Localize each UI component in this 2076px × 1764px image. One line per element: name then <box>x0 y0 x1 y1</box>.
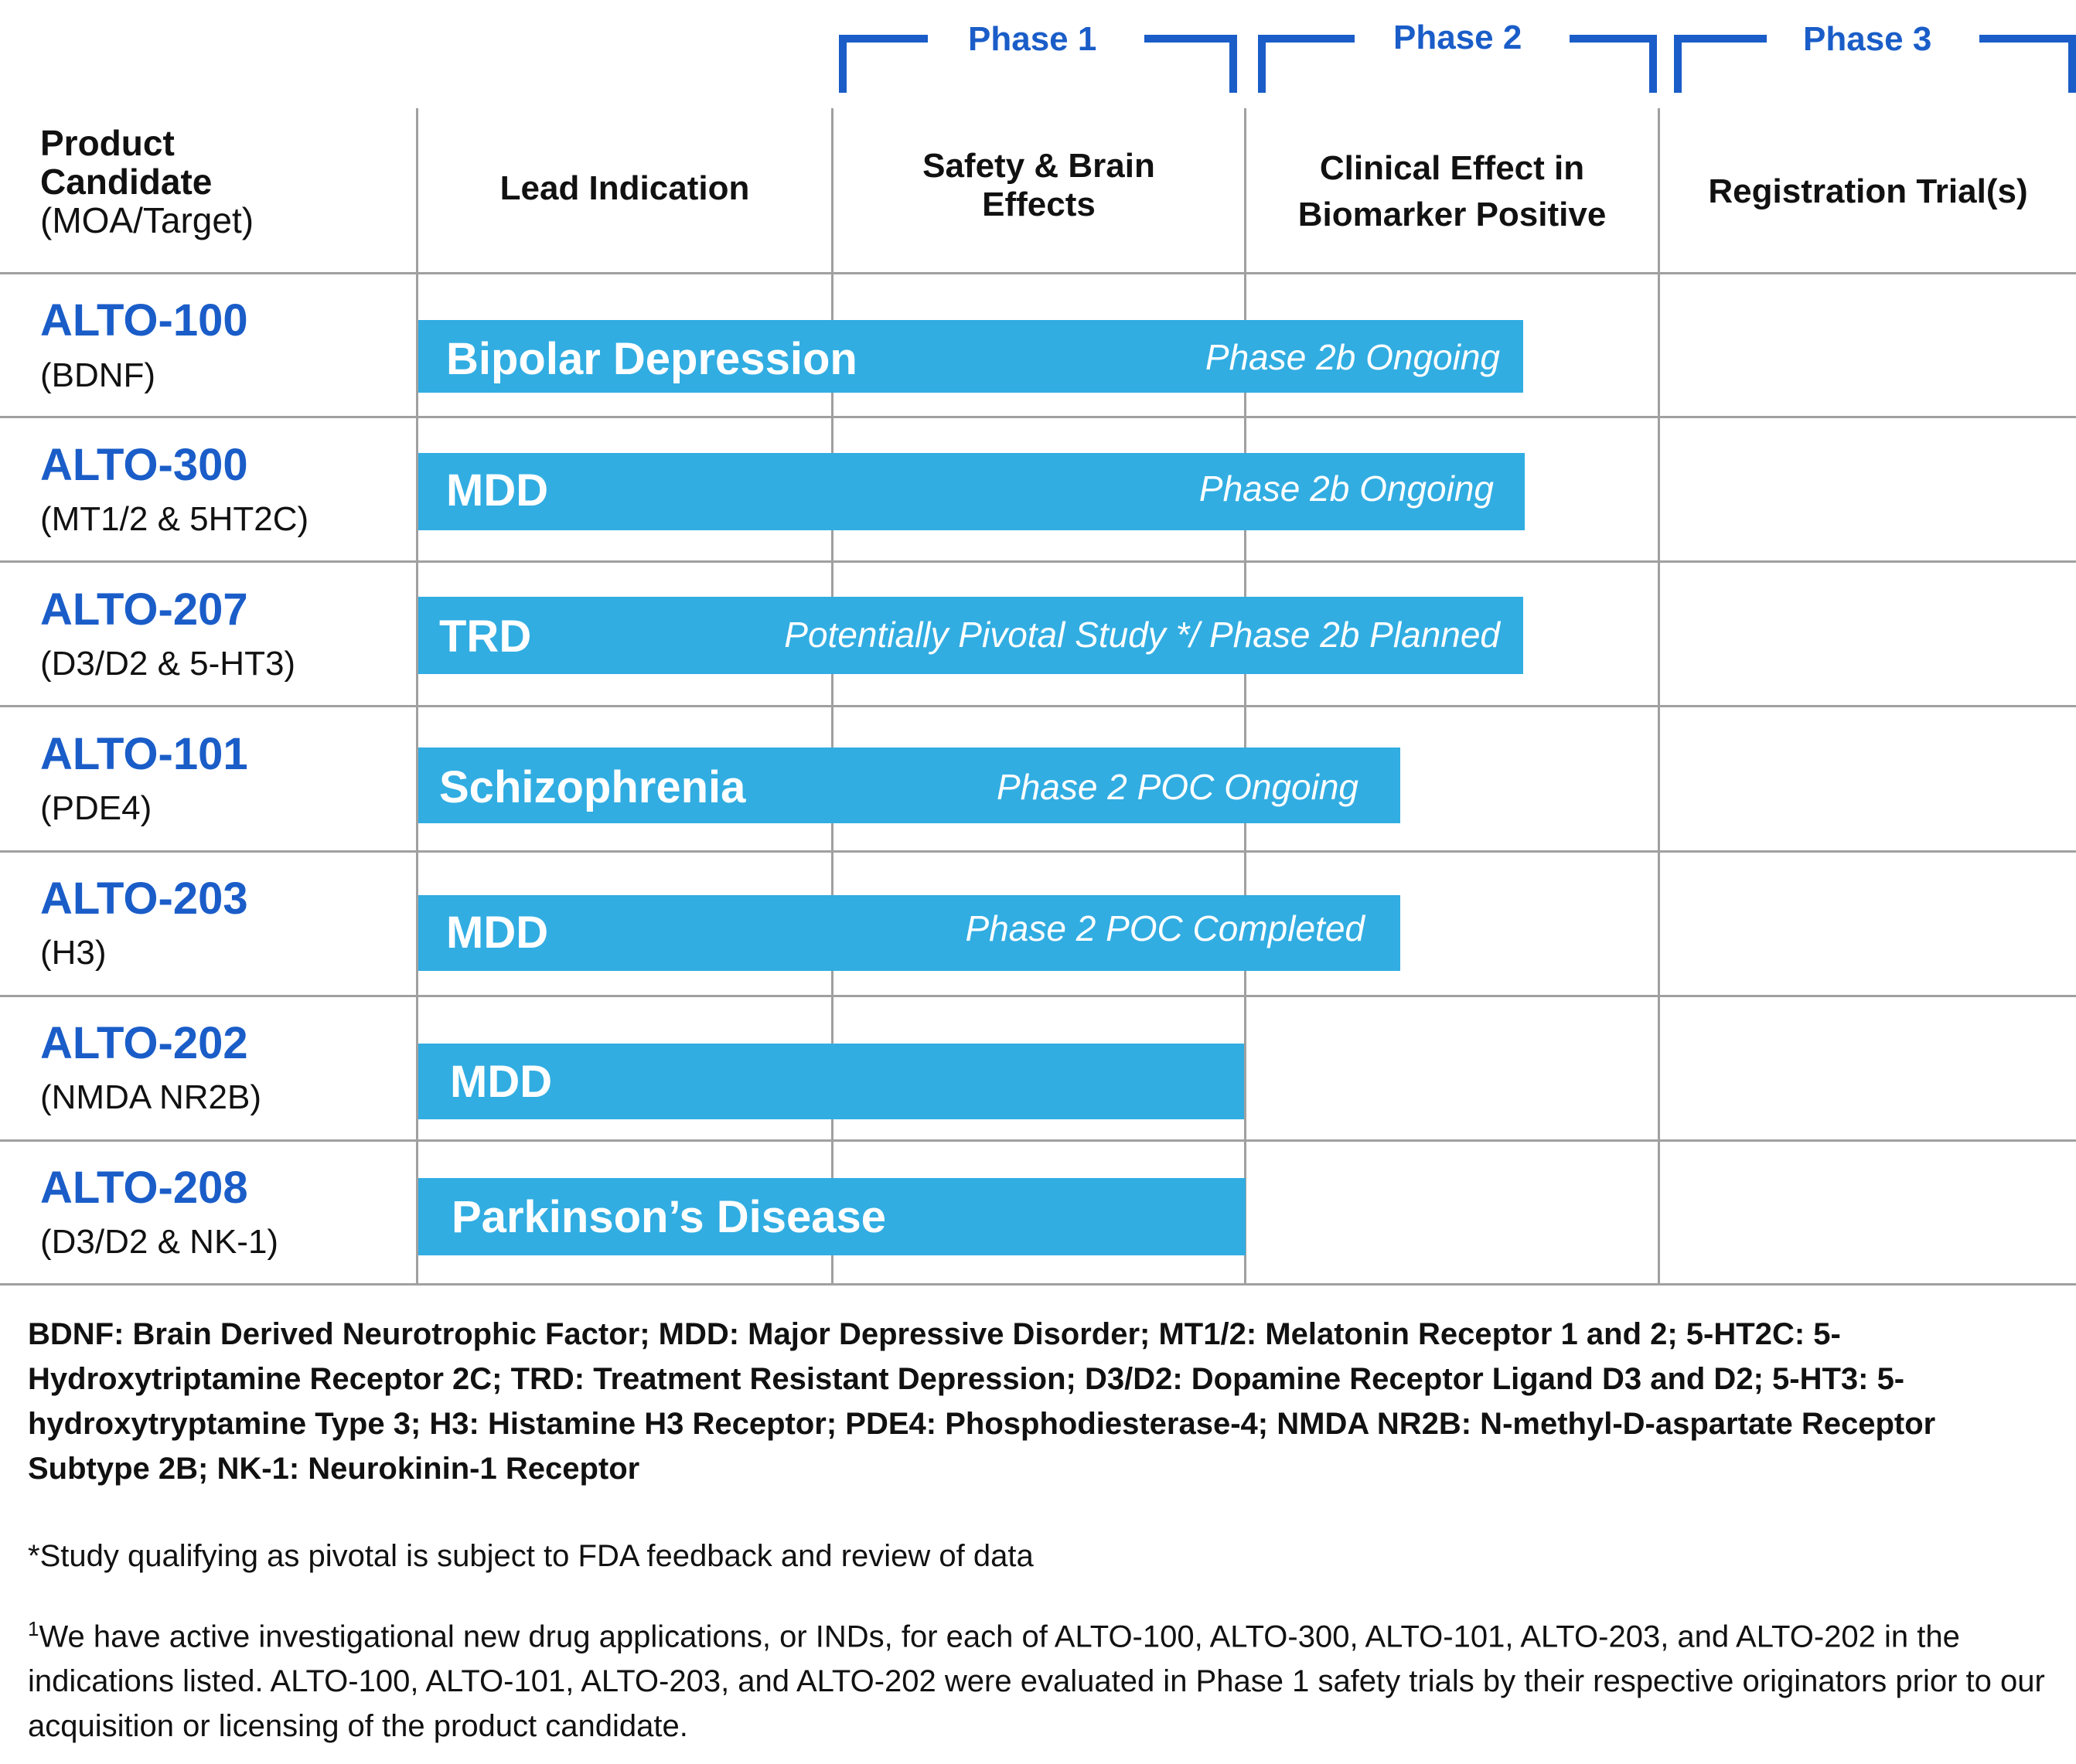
header-candidate-line1: Product <box>40 123 175 163</box>
column-divider <box>1244 108 1246 1285</box>
phase-2-label: Phase 2 <box>1393 19 1522 56</box>
phase-3-label: Phase 3 <box>1803 20 1932 58</box>
header-safety-line2: Effects <box>982 186 1096 223</box>
row-divider <box>0 995 2076 997</box>
header-clinical-effect <box>1246 145 1658 238</box>
phase-3-bracket <box>1678 39 1767 93</box>
bar-indication: Parkinson’s Disease <box>452 1192 887 1242</box>
abbreviations-footnote: BDNF: Brain Derived Neurotrophic Factor; MDD: Major Depressive Disorder; MT1/2: Melatonin Receptor 1 and 2; 5-HT2C: 5-Hydroxytriptamine Receptor 2C; TRD: Treatment Resistant Depression; D3/D2: Dopamine Receptor Ligand D3 and D2; 5-HT3: 5-hydroxytryptamine Type 3; H3: Histamine H3 Receptor; PDE4: Phosphodiesterase-4; NMDA NR2B: N-methyl-D-aspartate Receptor Subtype 2B; NK-1: Neurokinin-1 Receptor <box>28 1317 1936 1486</box>
phase-2-bracket <box>1262 39 1355 93</box>
bar-indication: MDD <box>446 465 549 516</box>
header-lead-indication: Lead Indication <box>499 169 750 207</box>
bar-indication: MDD <box>450 1057 553 1107</box>
candidate-name: ALTO-207 <box>40 584 248 635</box>
candidate-name: ALTO-208 <box>40 1163 248 1213</box>
header-safety-brain-effects <box>833 147 1244 224</box>
candidate-name: ALTO-100 <box>40 295 248 346</box>
ind-footnote-text: We have active investigational new drug applications, or INDs, for each of ALTO-100, ALTO-300, ALTO-101, ALTO-203, and ALTO-202 in the indications listed. ALTO-100, ALTO-101, ALTO-203, and ALTO-202 were evaluated in Phase 1 safety trials by their respective originators prior to our acquisition or licensing of the product candidate. <box>28 1619 2045 1744</box>
candidate-name: ALTO-300 <box>40 440 248 490</box>
row-divider <box>0 1139 2076 1142</box>
candidate-moa: (BDNF) <box>40 356 156 394</box>
phase-3-bracket <box>1979 39 2072 93</box>
candidate-moa: (D3/D2 & 5-HT3) <box>40 645 296 683</box>
phase-2-bracket <box>1570 39 1653 93</box>
candidate-name: ALTO-203 <box>40 873 248 924</box>
header-product-candidate <box>40 124 254 240</box>
candidate-moa: (PDE4) <box>40 789 152 827</box>
row-divider <box>0 272 2076 274</box>
header-candidate-line3: (MOA/Target) <box>40 200 254 240</box>
column-divider <box>1658 108 1660 1285</box>
pivotal-footnote: *Study qualifying as pivotal is subject to FDA feedback and review of data <box>28 1539 1034 1573</box>
candidate-moa: (NMDA NR2B) <box>40 1078 262 1116</box>
bar-status: Phase 2 POC Ongoing <box>997 767 1358 807</box>
row-divider <box>0 560 2076 563</box>
bar-indication: Bipolar Depression <box>446 334 857 384</box>
bar-status: Phase 2b Ongoing <box>1205 337 1500 377</box>
candidate-moa: (D3/D2 & NK-1) <box>40 1223 279 1261</box>
phase-1-label: Phase 1 <box>968 20 1097 58</box>
row-divider <box>0 850 2076 853</box>
header-clinical-line2: Biomarker Positive <box>1297 196 1607 233</box>
bar-indication: TRD <box>439 611 532 662</box>
bar-status: Phase 2 POC Completed <box>965 908 1365 948</box>
footnote-superscript: 1 <box>28 1617 39 1640</box>
candidate-name: ALTO-101 <box>40 729 248 779</box>
bar-status: Potentially Pivotal Study */ Phase 2b Planned <box>784 615 1500 655</box>
header-clinical-line1: Clinical Effect in <box>1319 149 1585 187</box>
phase-1-bracket <box>843 39 928 93</box>
header-candidate-line2: Candidate <box>40 162 213 202</box>
candidate-name: ALTO-202 <box>40 1018 248 1068</box>
bar-indication: Schizophrenia <box>439 762 746 812</box>
candidate-moa: (H3) <box>40 934 107 972</box>
header-registration-trials: Registration Trial(s) <box>1708 172 2028 210</box>
bar-indication: MDD <box>446 908 549 958</box>
row-divider <box>0 705 2076 707</box>
bar-status: Phase 2b Ongoing <box>1198 468 1494 509</box>
ind-footnote <box>28 1606 2054 1749</box>
phase-1-bracket <box>1144 39 1233 93</box>
row-divider <box>0 416 2076 418</box>
candidate-moa: (MT1/2 & 5HT2C) <box>40 500 309 538</box>
row-divider <box>0 1283 2076 1286</box>
header-safety-line1: Safety & Brain <box>922 147 1155 185</box>
